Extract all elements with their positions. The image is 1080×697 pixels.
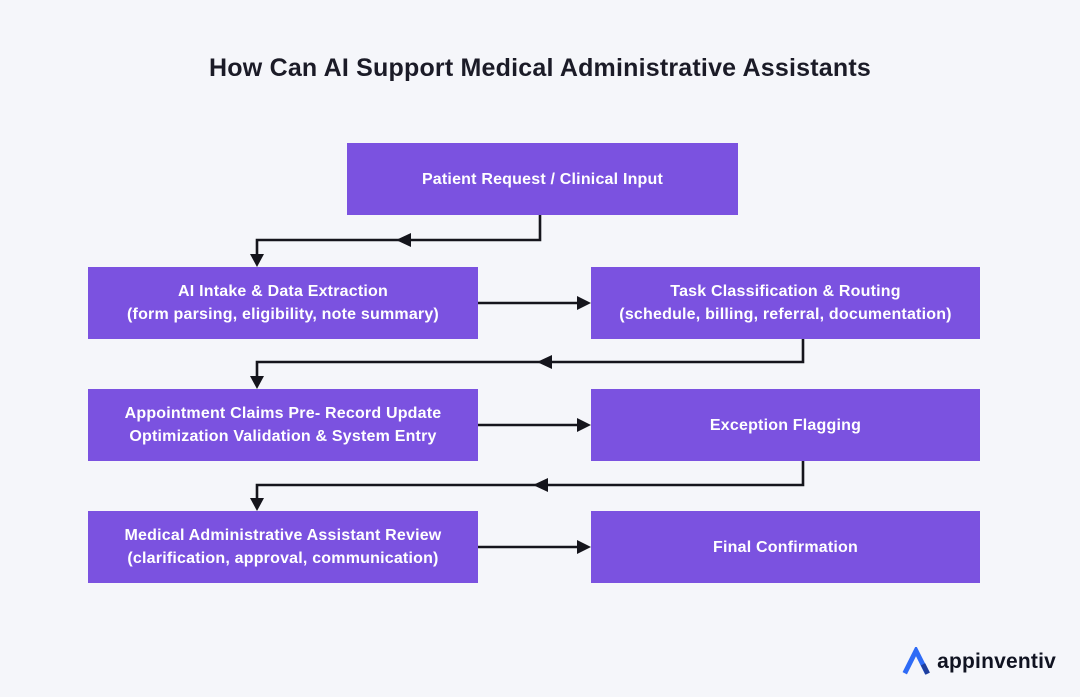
flow-node-exception-flagging xyxy=(591,389,980,461)
arrowhead-right-icon xyxy=(577,296,591,310)
node-label-line2: (schedule, billing, referral, documentation) xyxy=(619,306,952,323)
flow-node-patient-request xyxy=(347,143,738,215)
node-label-line1: AI Intake & Data Extraction xyxy=(178,283,388,300)
node-label-line2: (form parsing, eligibility, note summary) xyxy=(127,306,439,323)
node-label: Exception Flagging xyxy=(709,416,862,434)
node-label: Final Confirmation xyxy=(713,538,858,556)
node-label-line2: (clarification, approval, communication) xyxy=(127,550,439,567)
flow-node-ai-intake xyxy=(88,267,478,339)
arrowhead-left-icon xyxy=(396,233,411,247)
node-label: Patient Request / Clinical Input xyxy=(421,170,664,188)
node-label-line1: Appointment Claims Pre- Record Update xyxy=(124,405,442,422)
flow-node-final-confirmation xyxy=(591,511,980,583)
arrowhead-down-icon xyxy=(250,498,264,511)
flow-node-appointment-claims xyxy=(88,389,478,461)
node-label-line1: Task Classification & Routing xyxy=(670,283,901,300)
node-label-line1: Medical Administrative Assistant Review xyxy=(124,527,442,544)
connector-patient-to-intake xyxy=(250,215,540,267)
page-title: How Can AI Support Medical Administrative Assistants xyxy=(209,54,871,82)
node-label-line2: Optimization Validation & System Entry xyxy=(129,428,437,445)
arrowhead-left-icon xyxy=(533,478,548,492)
arrowhead-right-icon xyxy=(577,540,591,554)
appinventiv-logo xyxy=(901,647,1056,677)
arrowhead-left-icon xyxy=(537,355,552,369)
connector-classification-to-appointment xyxy=(250,338,803,389)
arrowhead-down-icon xyxy=(250,254,264,267)
arrowhead-right-icon xyxy=(577,418,591,432)
flow-node-assistant-review xyxy=(88,511,478,583)
appinventiv-logo-text: appinventiv xyxy=(937,650,1056,673)
arrowhead-down-icon xyxy=(250,376,264,389)
connector-appointment-to-exception xyxy=(478,418,591,432)
flow-node-task-classification xyxy=(591,267,980,339)
connector-review-to-confirmation xyxy=(478,540,591,554)
connector-exception-to-review xyxy=(250,461,803,511)
connector-intake-to-classification xyxy=(478,296,591,310)
appinventiv-logo-icon xyxy=(901,647,931,677)
